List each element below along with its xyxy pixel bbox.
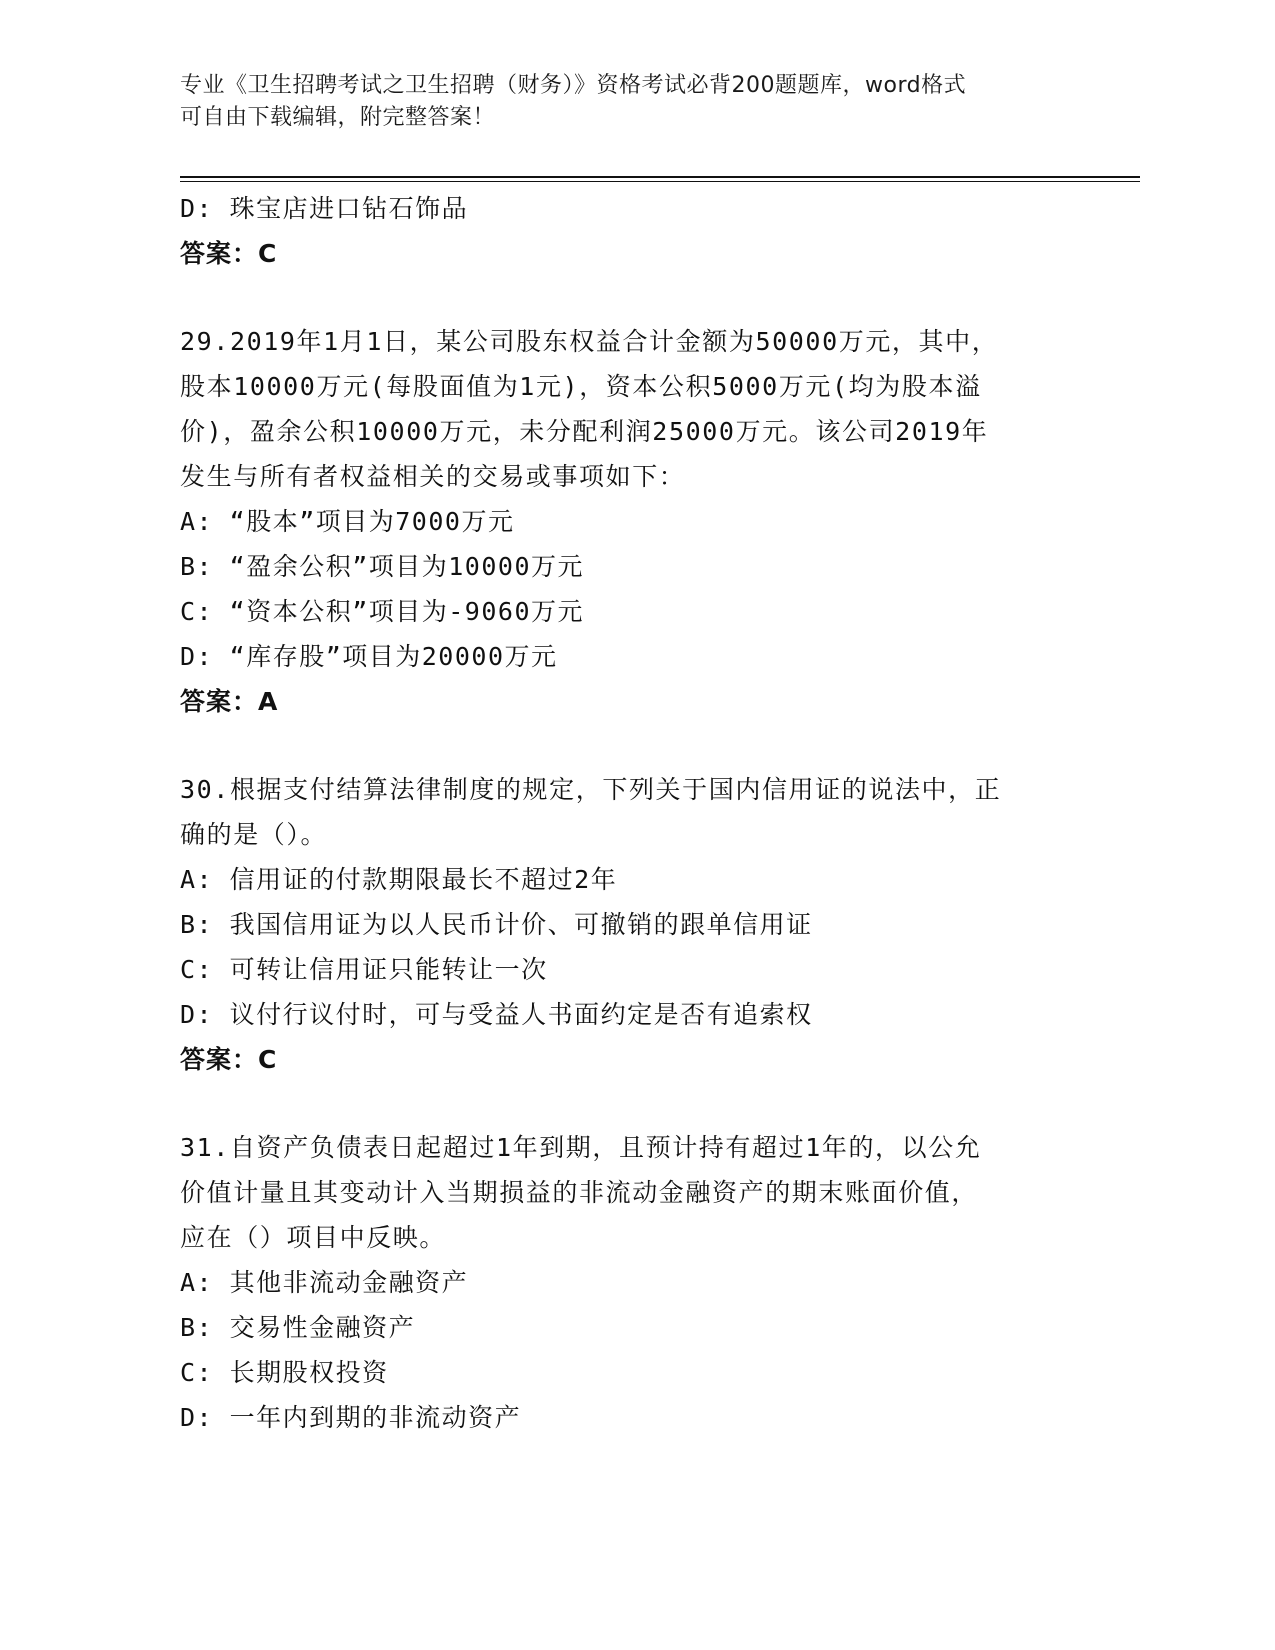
option-b: B: “盈余公积”项目为10000万元 [180,552,585,581]
option-a: A: 其他非流动金融资产 [180,1268,469,1297]
stem-line: 发生与所有者权益相关的交易或事项如下： [180,462,686,491]
spacer [180,724,1060,767]
option-d: D: “库存股”项目为20000万元 [180,642,558,671]
header-divider-thick [180,176,1140,178]
stem-line: 价值计量且其变动计入当期损益的非流动金融资产的期末账面价值， [180,1178,979,1207]
question-block-29 [180,319,1060,724]
stem-line: 30.根据支付结算法律制度的规定，下列关于国内信用证的说法中，正 [180,775,1002,804]
spacer [180,1082,1060,1125]
option-a: A: “股本”项目为7000万元 [180,507,515,536]
question-block-30 [180,767,1060,1082]
header-title-line-2: 可自由下载编辑，附完整答案！ [180,105,496,130]
option-c: C: 长期股权投资 [180,1358,389,1387]
option-d: D: 珠宝店进口钻石饰品 [180,194,469,223]
question-stem [180,319,1060,499]
option-c: C: 可转让信用证只能转让一次 [180,955,548,984]
option-d: D: 议付行议付时，可与受益人书面约定是否有追索权 [180,1000,813,1029]
header-divider-thin [180,181,1140,182]
spacer [180,276,1060,319]
stem-line: 31.自资产负债表日起超过1年到期，且预计持有超过1年的，以公允 [180,1133,982,1162]
question-stem [180,767,1060,857]
stem-line: 应在（）项目中反映。 [180,1223,447,1252]
question-stem [180,1125,1060,1260]
stem-line: 价)，盈余公积10000万元，未分配利润25000万元。该公司2019年 [180,417,989,446]
answer-line: 答案：C [180,239,278,268]
question-block-31 [180,1125,1060,1440]
answer-line: 答案：C [180,1045,278,1074]
header-title-line-1: 专业《卫生招聘考试之卫生招聘（财务）》资格考试必背200题题库，word格式 [180,73,967,98]
stem-line: 确的是（）。 [180,820,328,849]
option-b: B: 我国信用证为以人民币计价、可撤销的跟单信用证 [180,910,813,939]
option-c: C: “资本公积”项目为-9060万元 [180,597,585,626]
option-a: A: 信用证的付款期限最长不超过2年 [180,865,618,894]
document-header [180,70,1060,134]
document-body [180,186,1060,1440]
stem-line: 29.2019年1月1日，某公司股东权益合计金额为50000万元，其中， [180,327,999,356]
option-b: B: 交易性金融资产 [180,1313,416,1342]
question-block-previous [180,186,1060,276]
stem-line: 股本10000万元(每股面值为1元)，资本公积5000万元(均为股本溢 [180,372,982,401]
answer-line: 答案：A [180,687,279,716]
option-d: D: 一年内到期的非流动资产 [180,1403,522,1432]
